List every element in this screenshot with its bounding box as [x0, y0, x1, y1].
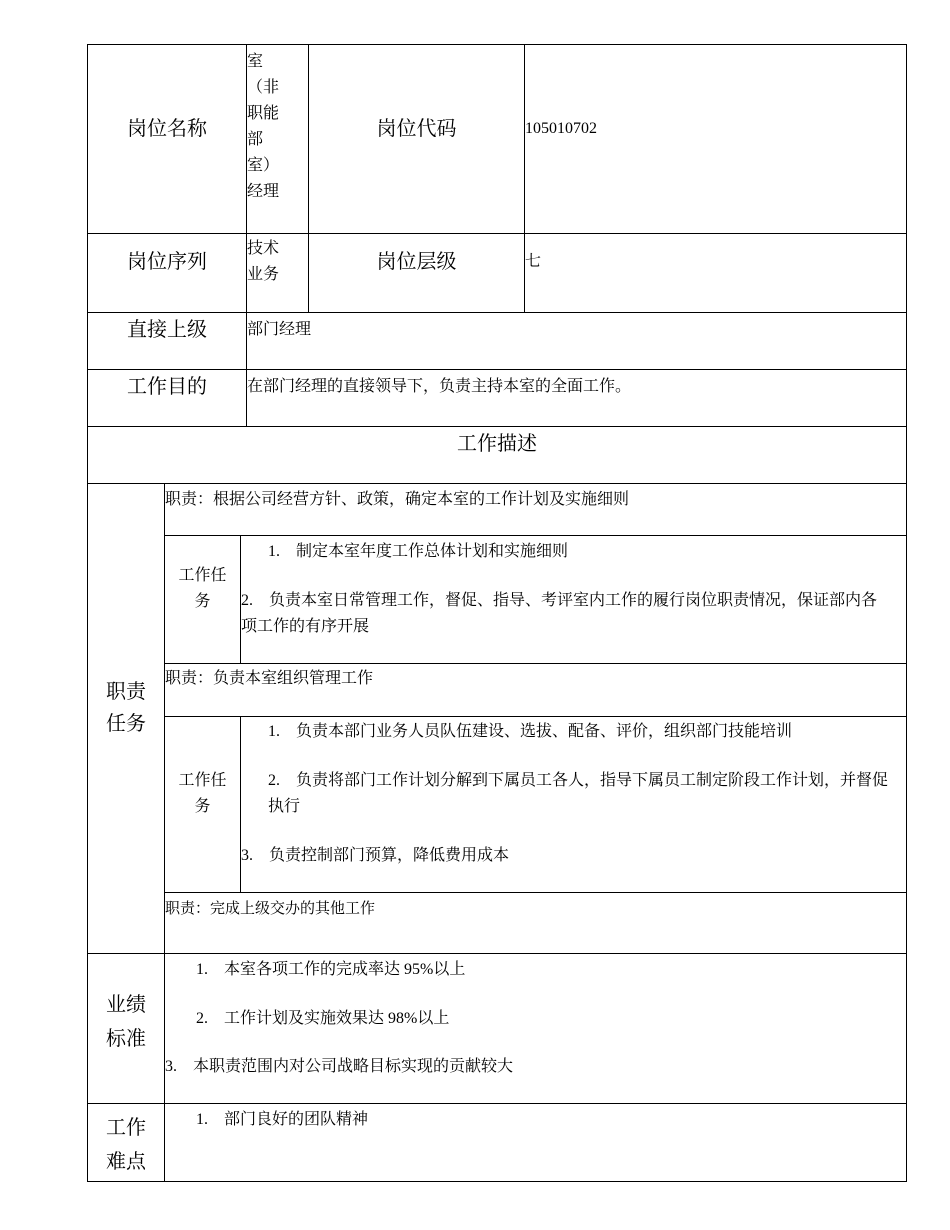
task-label-line: 工作任 — [178, 567, 227, 584]
row-divider — [164, 535, 907, 536]
position-code-label: 岗位代码 — [376, 118, 457, 140]
performance-label — [88, 988, 164, 1056]
table-border-right — [906, 44, 907, 1182]
difficulty-label-line: 工作 — [106, 1117, 146, 1139]
position-name-label: 岗位名称 — [127, 118, 207, 140]
row-divider — [164, 716, 907, 717]
row-divider — [87, 426, 907, 427]
duty-2-task-3: 3. 负责控制部门预算，降低费用成本 — [241, 847, 510, 864]
position-series-label: 岗位序列 — [127, 251, 207, 273]
task-label-line: 务 — [194, 593, 211, 610]
position-code-value: 105010702 — [525, 120, 597, 137]
task-label-line: 务 — [194, 798, 211, 815]
duty-2-task-1: 1. 负责本部门业务人员队伍建设、选拔、配备、评价，组织部门技能培训 — [268, 723, 793, 740]
duty-3: 职责：完成上级交办的其他工作 — [165, 900, 376, 917]
table-border-bottom — [87, 1181, 907, 1182]
row-divider — [87, 1103, 907, 1104]
task-label-1 — [165, 563, 240, 615]
row-divider — [87, 233, 907, 234]
duties-label-line: 任务 — [106, 713, 146, 735]
row-divider — [87, 312, 907, 313]
performance-item-1: 1. 本室各项工作的完成率达 95%以上 — [196, 961, 466, 978]
row-divider — [164, 892, 907, 893]
task-label-2 — [165, 768, 240, 820]
performance-item-3: 3. 本职责范围内对公司战略目标实现的贡献较大 — [165, 1058, 514, 1075]
difficulty-label-line: 难点 — [106, 1151, 146, 1173]
position-name-value — [247, 49, 307, 205]
row-divider — [87, 369, 907, 370]
position-level-label: 岗位层级 — [376, 251, 457, 273]
duty-1: 职责：根据公司经营方针、政策，确定本室的工作计划及实施细则 — [165, 491, 630, 508]
duty-1-task-1: 1. 制定本室年度工作总体计划和实施细则 — [268, 543, 569, 560]
performance-label-line: 业绩 — [106, 994, 146, 1016]
position-name-line: 室 — [247, 53, 264, 70]
duty-2-task-2: 2. 负责将部门工作计划分解到下属员工各人，指导下属员工制定阶段工作计划，并督促执行 — [268, 772, 889, 815]
task-label-line: 工作任 — [178, 772, 227, 789]
table-border-top — [87, 44, 907, 45]
duties-label — [88, 676, 164, 740]
position-series-line: 技术 — [247, 240, 280, 257]
position-level-value: 七 — [525, 253, 542, 270]
position-name-line: 室） — [247, 157, 280, 174]
position-name-line: 经理 — [247, 183, 280, 200]
position-name-line: （非 — [247, 79, 280, 96]
duties-label-line: 职责 — [106, 681, 146, 703]
row-divider — [164, 663, 907, 664]
duty-2: 职责：负责本室组织管理工作 — [165, 670, 374, 687]
performance-label-line: 标准 — [106, 1028, 146, 1050]
difficulty-label — [88, 1111, 164, 1179]
work-description-title: 工作描述 — [457, 433, 537, 455]
position-series-line: 业务 — [247, 266, 280, 283]
difficulty-item-1: 1. 部门良好的团队精神 — [196, 1111, 369, 1128]
work-purpose-value: 在部门经理的直接领导下，负责主持本室的全面工作。 — [247, 378, 632, 395]
direct-superior-value: 部门经理 — [247, 321, 312, 338]
row-divider — [87, 953, 907, 954]
position-series-value — [247, 236, 307, 288]
work-purpose-label: 工作目的 — [127, 376, 207, 398]
position-name-line: 部 — [247, 131, 264, 148]
direct-superior-label: 直接上级 — [127, 319, 207, 341]
row-divider — [87, 483, 907, 484]
performance-item-2: 2. 工作计划及实施效果达 98%以上 — [196, 1010, 450, 1027]
position-name-line: 职能 — [247, 105, 280, 122]
duty-1-task-2: 2. 负责本室日常管理工作，督促、指导、考评室内工作的履行岗位职责情况，保证部内各项工作的有序开展 — [241, 592, 878, 635]
